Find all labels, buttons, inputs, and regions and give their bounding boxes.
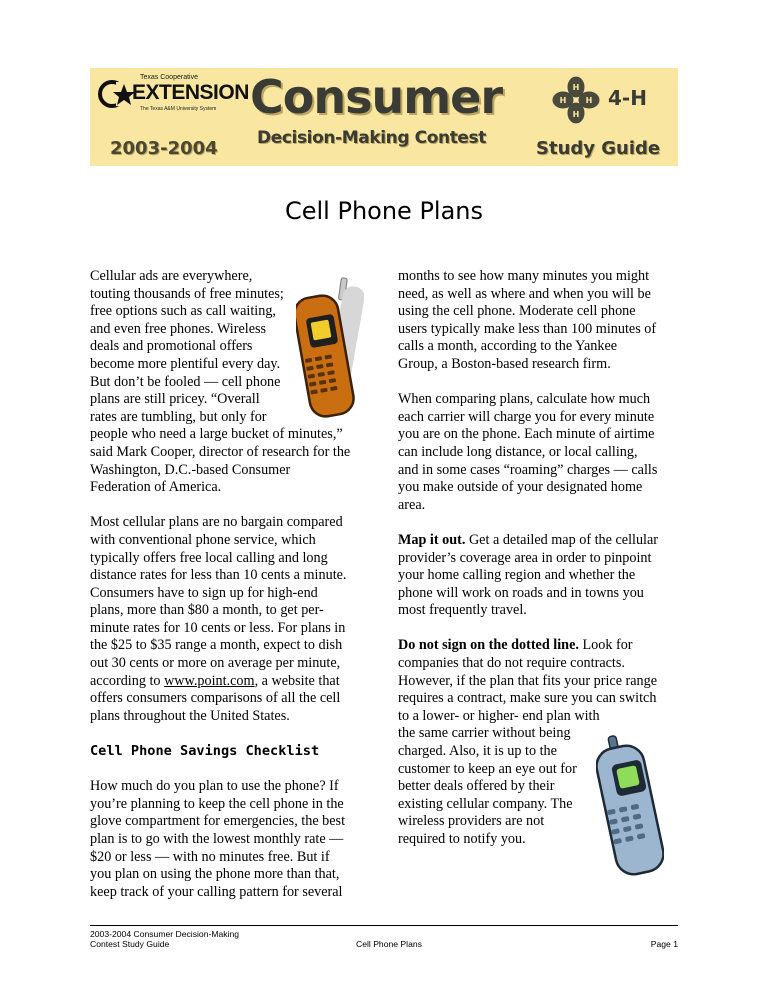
text-line: can include long distance, or local calling, <box>398 443 638 460</box>
text-line: rates are tumbling, but only for <box>90 408 267 425</box>
text-line: with conventional phone service, which <box>90 531 316 548</box>
text-line: existing cellular company. The <box>398 795 573 812</box>
text-line: How much do you plan to use the phone? If <box>90 778 339 795</box>
banner-title: Consumer <box>250 70 503 124</box>
text-line: required to notify you. <box>398 831 526 847</box>
text-line: However, if the plan that fits your price range <box>398 672 658 689</box>
text-line: typically offers free local calling and long <box>90 549 328 566</box>
text-line: to a lower- or higher- end plan with <box>398 707 600 724</box>
text-line: become more plentiful every day. <box>90 355 281 372</box>
extension-tagline: The Texas A&M University System <box>140 106 217 112</box>
text-line: people who need a large bucket of minutes,” <box>90 426 343 443</box>
text-line: charged. Also, it is up to the <box>398 743 557 760</box>
text-line: and even free phones. Wireless <box>90 320 267 337</box>
text-line: calls a month, according to the Yankee <box>398 338 618 355</box>
svg-text:H: H <box>585 96 593 105</box>
bargain-paragraph <box>90 514 375 672</box>
text-line: using the cell phone. Moderate cell phone <box>398 303 636 320</box>
footer-left <box>90 929 239 949</box>
text-line: plans, more than $80 a month, to get per- <box>90 602 324 619</box>
text-line: plans throughout the United States. <box>90 707 290 724</box>
text-line: customer to keep an eye out for <box>398 760 577 777</box>
extension-small-text: Texas Cooperative <box>140 74 198 81</box>
text-line: you’re planning to keep the cell phone in the <box>90 795 344 812</box>
text-line: Most cellular plans are no bargain compared <box>90 514 343 531</box>
text-line: $20 or less — with no minutes free. But if <box>90 848 330 865</box>
text-line: distance rates for less than 10 cents a minute. <box>90 567 347 584</box>
text-line: months to see how many minutes you might <box>398 268 650 284</box>
text-line: touting thousands of free minutes; <box>90 285 284 302</box>
text-line: glove compartment for emergencies, the best <box>90 813 346 830</box>
four-h-clover-icon <box>552 76 600 124</box>
dotted-line-lead: Do not sign on the dotted line. <box>398 637 579 654</box>
text-line: keep track of your calling pattern for several <box>90 883 343 900</box>
usage-paragraph <box>90 778 375 901</box>
text-line: the same carrier without being <box>398 725 571 742</box>
map-it-out-lead: Map it out. <box>398 531 466 548</box>
text-line: deals and promotional offers <box>90 338 253 355</box>
header-banner <box>90 68 678 166</box>
text-line: you are on the phone. Each minute of airtime <box>398 426 655 443</box>
text-line: But don’t be fooled — cell phone <box>90 373 281 390</box>
flip-cell-phone-icon <box>296 276 364 422</box>
text-line: requires a contract, make sure you can switch <box>398 690 657 707</box>
text-line: the $25 to $35 range a month, expect to dish <box>90 637 343 654</box>
text-line: better deals offered by their <box>398 778 555 795</box>
study-guide-label: Study Guide <box>536 138 661 159</box>
svg-text:H: H <box>572 110 580 119</box>
text-line: When comparing plans, calculate how much <box>398 391 651 408</box>
svg-text:H: H <box>559 96 567 105</box>
bargain-paragraph-link-line: according to www.point.com, a website that <box>90 672 340 689</box>
map-it-out-paragraph <box>398 550 678 620</box>
text-line: each carrier will charge you for every minute <box>398 408 655 425</box>
page-number: Page 1 <box>650 939 678 949</box>
footer-divider <box>90 925 678 926</box>
text-line: area. <box>398 496 426 513</box>
banner-subtitle: Decision-Making Contest <box>257 128 486 148</box>
text-line: plan is to go with the lowest monthly rate — <box>90 831 344 847</box>
text-line: Cellular ads are everywhere, <box>90 268 253 284</box>
text-line: plans are still pricey. “Overall <box>90 391 260 408</box>
bargain-paragraph-end <box>90 690 375 725</box>
four-h-label: 4-H <box>608 86 647 110</box>
page-title-text: Cell Phone Plans <box>284 197 484 225</box>
text-line: offers consumers comparisons of all the cell <box>90 690 341 707</box>
point-com-link[interactable]: www.point.com <box>164 672 255 689</box>
bar-cell-phone-icon <box>596 732 664 880</box>
text-line: you plan on using the phone more than that, <box>90 866 340 883</box>
text-line: and in some cases “roaming” charges — calls <box>398 461 658 478</box>
page-title <box>0 197 768 225</box>
text-line: you make outside of your designated home <box>398 479 643 496</box>
text-line: most frequently travel. <box>398 602 527 619</box>
text-line: phone will work on roads and in towns you <box>398 584 644 601</box>
text-line: free options such as call waiting, <box>90 303 276 320</box>
text-line: need, as well as where and when you will be <box>398 285 651 302</box>
map-it-out-first-line: Map it out. Get a detailed map of the cellular <box>398 531 659 548</box>
footer-left-line1: 2003-2004 Consumer Decision-Making <box>90 929 240 939</box>
footer-center: Cell Phone Plans <box>356 939 422 949</box>
text-line: minute rates for 10 cents or less. For plans in <box>90 619 346 636</box>
dotted-line-first-line: Do not sign on the dotted line. Look for <box>398 637 633 654</box>
comparing-plans-paragraph <box>398 391 678 514</box>
text-line: Washington, D.C.-based Consumer <box>90 461 291 478</box>
checklist-heading: Cell Phone Savings Checklist <box>90 743 320 760</box>
text-line: Group, a Boston-based research firm. <box>398 355 611 372</box>
banner-years: 2003-2004 <box>110 138 218 159</box>
text-line: your home calling region and whether the <box>398 567 636 584</box>
text-line: said Mark Cooper, director of research for the <box>90 443 351 460</box>
text-line: Federation of America. <box>90 479 222 496</box>
text-line: users typically make less than 100 minutes of <box>398 320 657 337</box>
footer-left-line2: Contest Study Guide <box>90 939 170 949</box>
text-line: wireless providers are not <box>398 813 545 830</box>
text-line: out 30 cents or more on average per minute, <box>90 655 341 672</box>
text-line: Consumers have to sign up for high-end <box>90 584 318 601</box>
extension-name: EXTENSION <box>132 81 249 104</box>
text-line: provider’s coverage area in order to pinpoint <box>398 549 652 566</box>
usage-continued-paragraph <box>398 268 678 374</box>
text-line: companies that do not require contracts. <box>398 655 625 672</box>
svg-text:H: H <box>572 83 580 92</box>
